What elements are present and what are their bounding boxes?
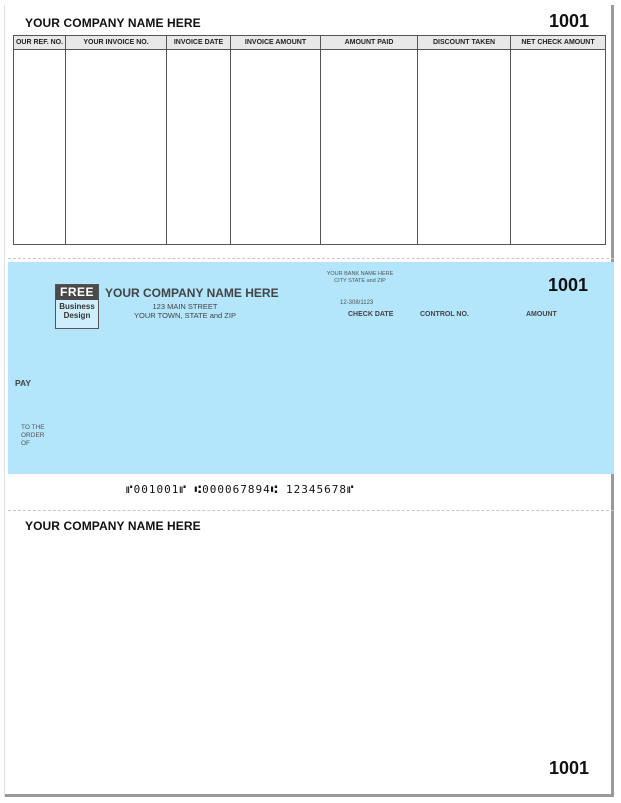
address-line-2: YOUR TOWN, STATE and ZIP [134, 311, 236, 320]
logo-line-design: Design [63, 311, 91, 320]
check-date-label: CHECK DATE [348, 311, 394, 318]
control-no-label: CONTROL NO. [420, 311, 469, 318]
bank-name: YOUR BANK NAME HERE [326, 271, 394, 277]
column-header-invoice-amount: INVOICE AMOUNT [231, 36, 321, 50]
stub-top-company-name: YOUR COMPANY NAME HERE [25, 16, 201, 30]
cell-invoice-date [167, 50, 231, 245]
check-company-name: YOUR COMPANY NAME HERE [105, 286, 279, 300]
order-line-1: TO THE [21, 424, 45, 431]
micr-line: ⑈001001⑈ ⑆000067894⑆ 12345678⑈ [126, 483, 355, 496]
cell-your-invoice-no [66, 50, 167, 245]
column-header-amount-paid: AMOUNT PAID [321, 36, 418, 50]
column-header-discount-taken: DISCOUNT TAKEN [418, 36, 511, 50]
to-the-order-of-label [21, 424, 45, 448]
stub-top-check-number: 1001 [549, 11, 590, 31]
cell-amount-paid [321, 50, 418, 245]
logo-subtitle [56, 302, 98, 320]
pay-label: PAY [15, 378, 32, 388]
cell-net-check-amount [511, 50, 606, 245]
check-number: 1001 [548, 275, 589, 295]
address-line-1: 123 MAIN STREET [152, 302, 218, 311]
perforation-line-top [8, 258, 614, 259]
column-header-invoice-date: INVOICE DATE [167, 36, 231, 50]
order-line-3: OF [21, 440, 31, 447]
perforation-line-bottom [8, 510, 614, 511]
routing-fraction: 12-308/1123 [340, 300, 374, 306]
column-header-net-check-amount: NET CHECK AMOUNT [511, 36, 606, 50]
invoice-table [13, 35, 606, 245]
stub-bottom-company-name: YOUR COMPANY NAME HERE [25, 519, 201, 533]
cell-discount-taken [418, 50, 511, 245]
order-line-2: ORDER [21, 432, 45, 439]
check-company-address [105, 302, 265, 320]
check-body [8, 262, 614, 474]
logo-line-business: Business [59, 302, 95, 311]
bank-info [310, 271, 410, 284]
amount-label: AMOUNT [526, 311, 557, 318]
cell-our-ref-no [14, 50, 66, 245]
column-header-your-invoice-no: YOUR INVOICE NO. [66, 36, 167, 50]
invoice-table-header [14, 36, 606, 50]
bank-city: CITY STATE and ZIP [334, 277, 386, 284]
business-logo [55, 284, 99, 329]
table-row [14, 50, 606, 245]
column-header-our-ref-no: OUR REF. NO. [14, 36, 66, 50]
stub-bottom-check-number: 1001 [549, 758, 590, 778]
cell-invoice-amount [231, 50, 321, 245]
logo-free-text: FREE [56, 285, 98, 300]
